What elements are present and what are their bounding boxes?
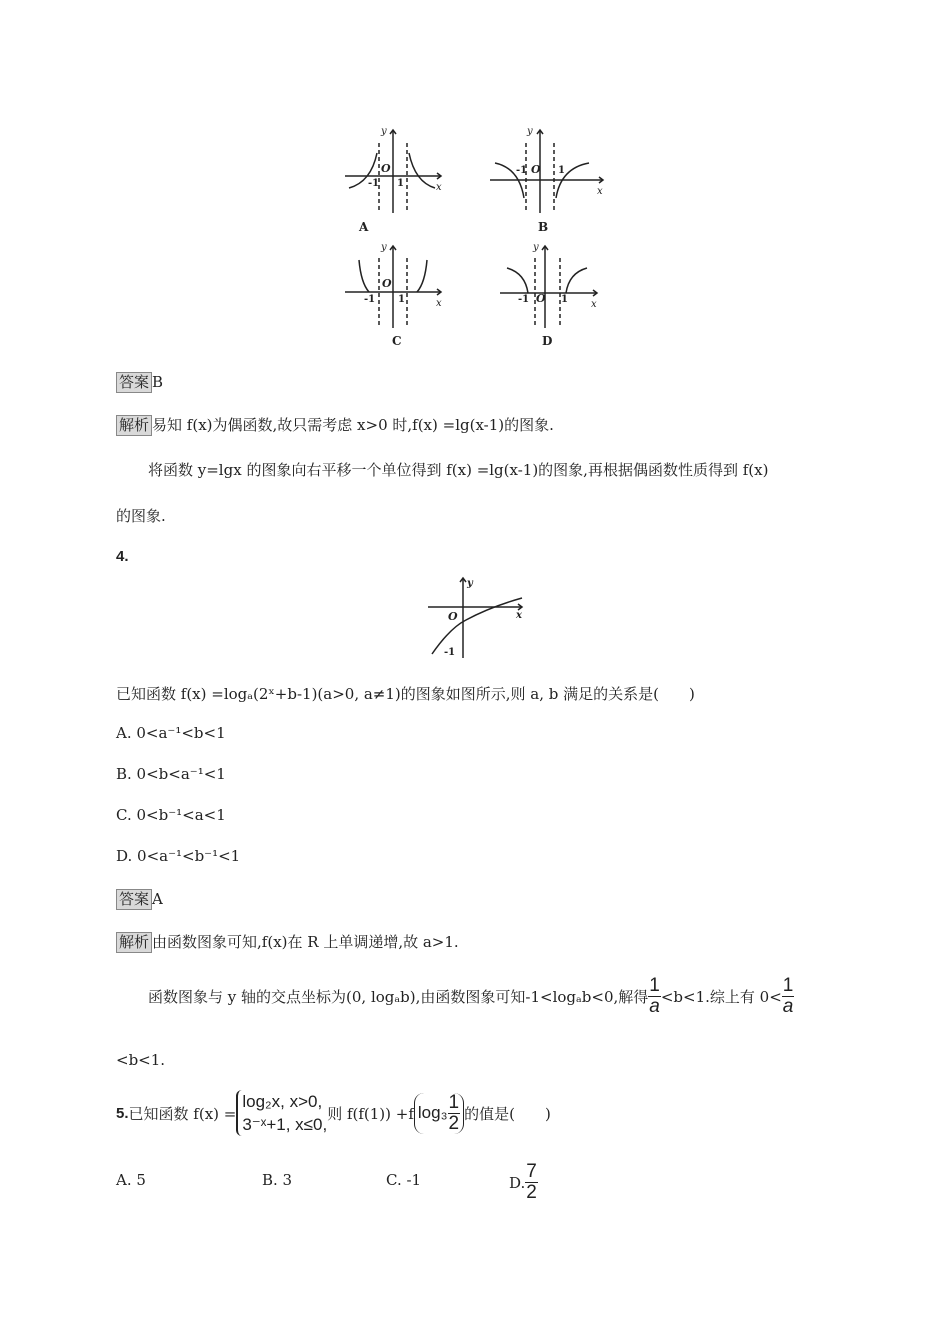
- q4-stem: 已知函数 f(x) =logₐ(2ˣ+b-1)(a>0, a≠1)的图象如图所示,则 a, b 满足的关系是( ): [116, 685, 695, 703]
- q5-option-d: [509, 1162, 538, 1203]
- q5-stem-c: 的值是( ): [464, 1104, 551, 1123]
- graph-b-origin: O: [531, 163, 541, 176]
- graph-d-label: D: [542, 334, 553, 348]
- q4-analysis-line2: [148, 976, 794, 1017]
- frac-num: 1: [649, 975, 660, 996]
- graph-b: [490, 130, 603, 213]
- graph-a-origin: O: [381, 162, 391, 175]
- graph-b-x-label: x: [597, 186, 603, 197]
- q4-option-a: A. 0<a⁻¹<b<1: [116, 724, 226, 742]
- q4-x-label: x: [516, 610, 522, 621]
- answer-tag: 答案: [116, 889, 152, 910]
- q4-tick: -1: [444, 647, 456, 658]
- q4-answer: [116, 889, 163, 910]
- graph-a: [345, 130, 441, 213]
- answer-tag: 答案: [116, 372, 152, 393]
- q4-origin: O: [448, 610, 458, 623]
- graph-c-label: C: [392, 334, 402, 348]
- q5-inner-log: log₃: [417, 1103, 448, 1122]
- analysis-tag: 解析: [116, 415, 152, 436]
- q4-analysis-line3: <b<1.: [116, 1051, 166, 1069]
- fraction-7-over-2: [525, 1162, 538, 1203]
- graph-d-x-label: x: [591, 299, 597, 310]
- q5-option-c: C. -1: [386, 1171, 422, 1189]
- q4-option-c: C. 0<b⁻¹<a<1: [116, 806, 226, 824]
- frac-num: 1: [448, 1091, 460, 1113]
- case-2: 3⁻ˣ+1, x≤0,: [242, 1115, 328, 1134]
- frac-den: 2: [448, 1112, 460, 1134]
- fraction-1-over-a: [782, 976, 795, 1017]
- graph-c-y-label: y: [381, 242, 387, 253]
- frac-den: a: [782, 996, 794, 1017]
- frac-den: 2: [526, 1182, 537, 1203]
- analysis-text: 易知 f(x)为偶函数,故只需考虑 x>0 时,f(x) =lg(x-1)的图象.: [152, 416, 554, 434]
- q5-stem: [116, 1090, 551, 1136]
- graph-b-label: B: [538, 220, 549, 234]
- graph-a-tick-pos: 1: [397, 178, 404, 189]
- graph-b-y-label: y: [527, 126, 533, 137]
- graph-c: [345, 246, 441, 328]
- q4-analysis-line1: [116, 931, 459, 953]
- piecewise-definition: [236, 1090, 327, 1136]
- graph-d-origin: O: [536, 292, 546, 305]
- frac-den: a: [649, 996, 660, 1017]
- frac-num: 1: [782, 975, 794, 996]
- graph-b-tick-pos: 1: [558, 165, 565, 176]
- analysis-tag: 解析: [116, 932, 152, 953]
- q4-option-d: D. 0<a⁻¹<b⁻¹<1: [116, 847, 241, 865]
- answer-value: A: [152, 890, 163, 908]
- graph-c-tick-neg: -1: [364, 294, 376, 305]
- analysis-text: 函数图象与 y 轴的交点坐标为(0, logₐb),由函数图象可知-1<logₐb<0,解得: [148, 988, 649, 1006]
- q3-figure: [335, 118, 615, 353]
- graph-a-label: A: [359, 220, 369, 234]
- graph-a-x-label: x: [436, 182, 442, 193]
- graph-c-x-label: x: [436, 298, 442, 309]
- q5-option-b: B. 3: [262, 1171, 293, 1189]
- q3-analysis-line1: [116, 414, 554, 436]
- graph-b-tick-neg: -1: [516, 165, 528, 176]
- graph-d: [500, 246, 597, 328]
- q5-stem-b: 则 f(f(1)) +f: [327, 1104, 414, 1123]
- q3-answer: [116, 372, 163, 393]
- analysis-text: 由函数图象可知,f(x)在 R 上单调递增,故 a>1.: [152, 933, 459, 951]
- q5-number: 5.: [116, 1104, 129, 1122]
- graph-c-origin: O: [382, 277, 392, 290]
- graph-a-tick-neg: -1: [368, 178, 380, 189]
- graph-c-tick-pos: 1: [398, 294, 405, 305]
- answer-value: B: [152, 373, 164, 391]
- q3-analysis-line3: 的图象.: [116, 507, 166, 525]
- case-1: log₂x, x>0,: [242, 1092, 323, 1111]
- q4-graph: [420, 572, 530, 662]
- fraction-1-over-2: [448, 1093, 461, 1134]
- analysis-text: <b<1.综上有 0<: [660, 988, 782, 1006]
- q5-option-a: A. 5: [116, 1171, 146, 1189]
- fraction-1-over-a: [648, 976, 661, 1017]
- graph-a-y-label: y: [381, 126, 387, 137]
- graph-d-tick-pos: 1: [561, 294, 568, 305]
- graph-d-y-label: y: [533, 242, 539, 253]
- q5-option-d-label: D.: [509, 1173, 526, 1192]
- q4-y-label: y: [467, 578, 473, 589]
- graph-d-tick-neg: -1: [518, 294, 530, 305]
- frac-num: 7: [526, 1161, 537, 1182]
- q5-stem-a: 已知函数 f(x) =: [128, 1104, 237, 1123]
- q3-analysis-line2: 将函数 y=lgx 的图象向右平移一个单位得到 f(x) =lg(x-1)的图象,再根据偶函数性质得到 f(x): [148, 461, 769, 479]
- q4-number: 4.: [116, 548, 129, 565]
- q4-option-b: B. 0<b<a⁻¹<1: [116, 765, 226, 783]
- paren-group: [414, 1093, 464, 1134]
